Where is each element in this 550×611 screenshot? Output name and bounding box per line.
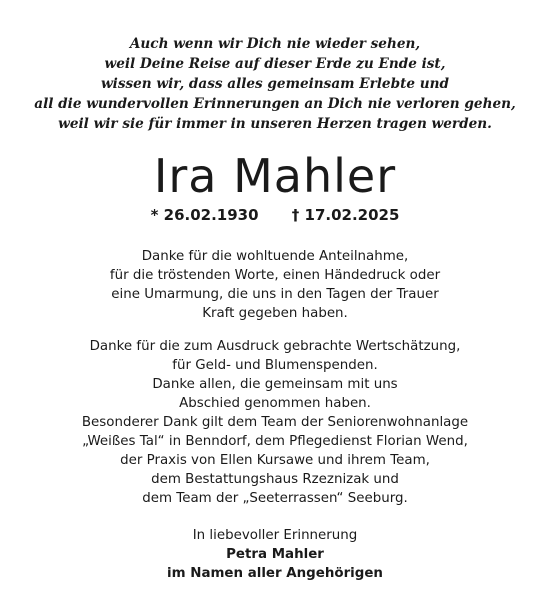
thanks-paragraph-2 [0, 337, 550, 508]
deceased-name: Ira Mahler [153, 149, 397, 203]
text-line: Besonderer Dank gilt dem Team der Seniorenwohnanlage [81, 415, 469, 430]
poem-line: Auch wenn wir Dich nie wieder sehen, [129, 36, 421, 52]
text-line: Abschied genommen haben. [179, 396, 371, 411]
text-line: dem Team der „Seeterrassen“ Seeburg. [142, 491, 408, 506]
text-line: für die tröstenden Worte, einen Händedruck oder [109, 268, 441, 283]
thanks-paragraph-1 [0, 247, 550, 323]
text-line: für Geld- und Blumenspenden. [172, 358, 378, 373]
poem-line: weil Deine Reise auf dieser Erde zu Ende ist, [104, 56, 446, 72]
life-dates [0, 205, 550, 225]
text-line: dem Bestattungshaus Rzeznizak und [151, 472, 399, 487]
poem-line: wissen wir, dass alles gemeinsam Erlebte und [100, 76, 450, 92]
on-behalf-line: im Namen aller Angehörigen [167, 566, 383, 581]
text-line: eine Umarmung, die uns in den Tagen der Trauer [111, 287, 439, 302]
text-line: Kraft gegeben haben. [202, 306, 348, 321]
closing-signature [0, 526, 550, 583]
closing-phrase: In liebevoller Erinnerung [192, 528, 358, 543]
text-line: Danke für die zum Ausdruck gebrachte Wertschätzung, [89, 339, 461, 354]
text-line: „Weißes Tal“ in Benndorf, dem Pflegedienst Florian Wend, [82, 434, 468, 449]
memorial-poem [0, 34, 550, 134]
signer-name: Petra Mahler [226, 547, 324, 562]
text-line: der Praxis von Ellen Kursawe und ihrem Team, [120, 453, 430, 468]
text-line: Danke allen, die gemeinsam mit uns [152, 377, 398, 392]
poem-line: weil wir sie für immer in unseren Herzen tragen werden. [58, 116, 492, 132]
poem-line: all die wundervollen Erinnerungen an Dich nie verloren gehen, [34, 96, 516, 112]
text-line: Danke für die wohltuende Anteilnahme, [141, 249, 409, 264]
birth-date: * 26.02.1930 [150, 206, 259, 224]
death-date: † 17.02.2025 [291, 206, 400, 224]
